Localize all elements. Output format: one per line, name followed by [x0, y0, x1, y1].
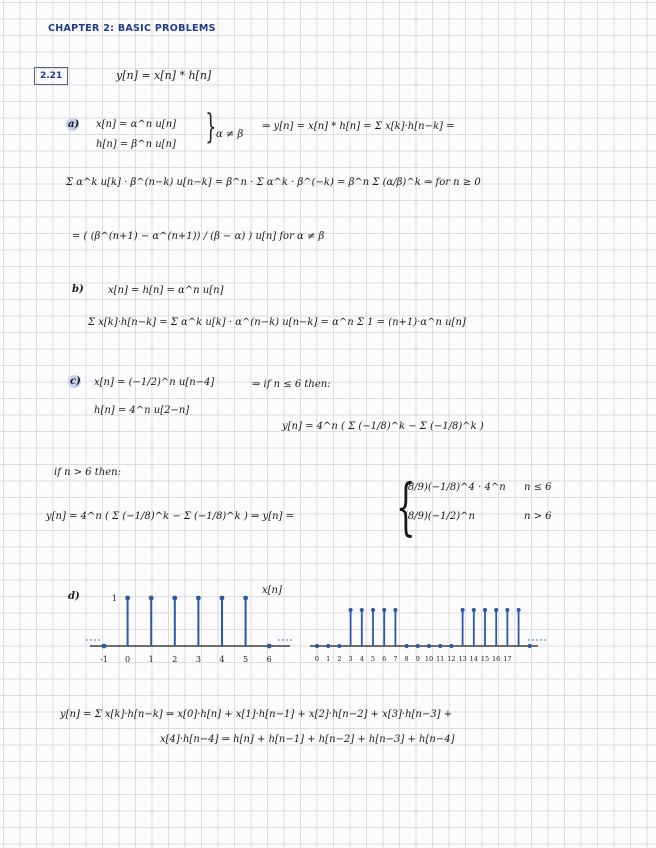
plot1-tick-label: -1: [100, 655, 108, 664]
chapter-heading: CHAPTER 2: BASIC PROBLEMS: [48, 23, 216, 34]
part-a-h-def: h[n] = β^n u[n]: [96, 139, 176, 150]
part-c-h-def: h[n] = 4^n u[2−n]: [94, 405, 190, 416]
plot2-point: [393, 608, 397, 612]
part-a-label: a): [68, 119, 80, 130]
plot2-tick-label: 1: [326, 655, 331, 663]
plot1-one-label: 1: [112, 594, 118, 603]
plot2-point: [472, 608, 476, 612]
plot2-point: [371, 608, 375, 612]
plot1-point: [267, 644, 272, 649]
brace-a: }: [205, 107, 217, 147]
part-d-line2: x[4]·h[n−4] ⇒ h[n] + h[n−1] + h[n−2] + h[n−3] + h[n−4]: [160, 734, 455, 745]
plot2-tick-label: 0: [314, 655, 320, 663]
plot1-point: [149, 596, 154, 601]
part-c-case2-cond: n > 6: [524, 511, 552, 522]
plot2-point: [337, 644, 341, 648]
plot2-tick-label: 17: [503, 655, 512, 663]
plot2-tick-label: 9: [415, 655, 420, 663]
plot1-tick-label: 6: [266, 655, 272, 664]
plot2-point: [438, 644, 442, 648]
plot2-point: [416, 644, 420, 648]
main-equation: y[n] = x[n] * h[n]: [116, 69, 212, 82]
plot2-point: [517, 608, 521, 612]
part-c-cond2: if n > 6 then:: [54, 467, 121, 478]
plot2-point: [449, 644, 453, 648]
part-b-line1: Σ x[k]·h[n−k] = Σ α^k u[k] · α^(n−k) u[n−k] = α^n Σ 1 = (n+1)·α^n u[n]: [88, 317, 466, 328]
plot2-tick-label: 6: [382, 655, 387, 663]
part-a-condition: α ≠ β: [216, 129, 244, 140]
plot2-point: [483, 608, 487, 612]
plot2-tick-label: 7: [393, 655, 398, 663]
plot1-tick-label: 3: [195, 655, 201, 664]
plot2-point: [382, 608, 386, 612]
plot1-point: [102, 644, 107, 649]
part-a-line1: ⇒ y[n] = x[n] * h[n] = Σ x[k]·h[n−k] =: [262, 121, 455, 132]
plot2-tick-label: 2: [337, 655, 342, 663]
plot2-tick-label: 13: [458, 655, 467, 663]
part-c-y2: y[n] = 4^n ( Σ (−1/8)^k − Σ (−1/8)^k ) ⇒ y[n] =: [46, 511, 294, 522]
plot2-point: [405, 644, 409, 648]
part-b-def: x[n] = h[n] = α^n u[n]: [108, 285, 224, 296]
plot2-tick-label: 5: [370, 655, 376, 663]
plot2-point: [505, 608, 509, 612]
plot1-tick-label: 2: [172, 655, 178, 664]
part-c-x-def: x[n] = (−1/2)^n u[n−4]: [94, 377, 215, 388]
part-a-line2: Σ α^k u[k] · β^(n−k) u[n−k] = β^n · Σ α^k · β^(−k) = β^n Σ (α/β)^k ⇒ for n ≥ 0: [66, 177, 481, 188]
plot2-point: [528, 644, 532, 648]
plot1-point: [243, 596, 248, 601]
cases-brace: {: [395, 470, 416, 543]
plot2-tick-label: 11: [436, 655, 445, 663]
part-c-case1: (8/9)(−1/8)^4 · 4^n: [404, 482, 506, 493]
part-c-case2: (8/9)(−1/2)^n: [404, 511, 475, 522]
plot2-tick-label: 12: [447, 655, 456, 663]
plot2-tick-label: 15: [480, 655, 490, 663]
part-d-label: d): [68, 591, 80, 602]
plot1-tick-label: 4: [219, 655, 225, 664]
plot2-point: [494, 608, 498, 612]
plot2-tick-label: 16: [492, 655, 501, 663]
plot1-point: [196, 596, 201, 601]
plot2-point: [315, 644, 319, 648]
part-c-y1: y[n] = 4^n ( Σ (−1/8)^k − Σ (−1/8)^k ): [282, 421, 484, 432]
problem-number-box: 2.21: [34, 67, 68, 85]
part-b-label: b): [72, 284, 84, 295]
part-c-label: c): [70, 376, 81, 387]
plot2-tick-label: 4: [359, 655, 364, 663]
plot2-tick-label: 3: [348, 655, 353, 663]
plot1-tick-label: 1: [148, 655, 154, 664]
plot2-tick-label: 14: [469, 655, 478, 663]
part-c-case1-cond: n ≤ 6: [524, 482, 552, 493]
plot2-tick-label: 8: [404, 655, 409, 663]
plot1-point: [220, 596, 225, 601]
part-d-line1: y[n] = Σ x[k]·h[n−k] ⇒ x[0]·h[n] + x[1]·h[n−1] + x[2]·h[n−2] + x[3]·h[n−3] +: [60, 709, 453, 720]
plot2-tick-label: 10: [424, 655, 434, 663]
plot2-point: [349, 608, 353, 612]
plot1-label: x[n]: [262, 585, 282, 596]
plot1-point: [172, 596, 177, 601]
plot2-point: [360, 608, 364, 612]
plot1-point: [125, 596, 130, 601]
part-a-line3: = ( (β^(n+1) − α^(n+1)) / (β − α) ) u[n] for α ≠ β: [72, 231, 325, 242]
plot1-tick-label: 5: [243, 655, 249, 664]
plot2-point: [461, 608, 465, 612]
plot2-point: [326, 644, 330, 648]
plot1-tick-label: 0: [125, 655, 131, 664]
part-c-cond1: ⇒ if n ≤ 6 then:: [252, 379, 331, 390]
plot2-point: [427, 644, 431, 648]
part-a-x-def: x[n] = α^n u[n]: [96, 119, 177, 130]
